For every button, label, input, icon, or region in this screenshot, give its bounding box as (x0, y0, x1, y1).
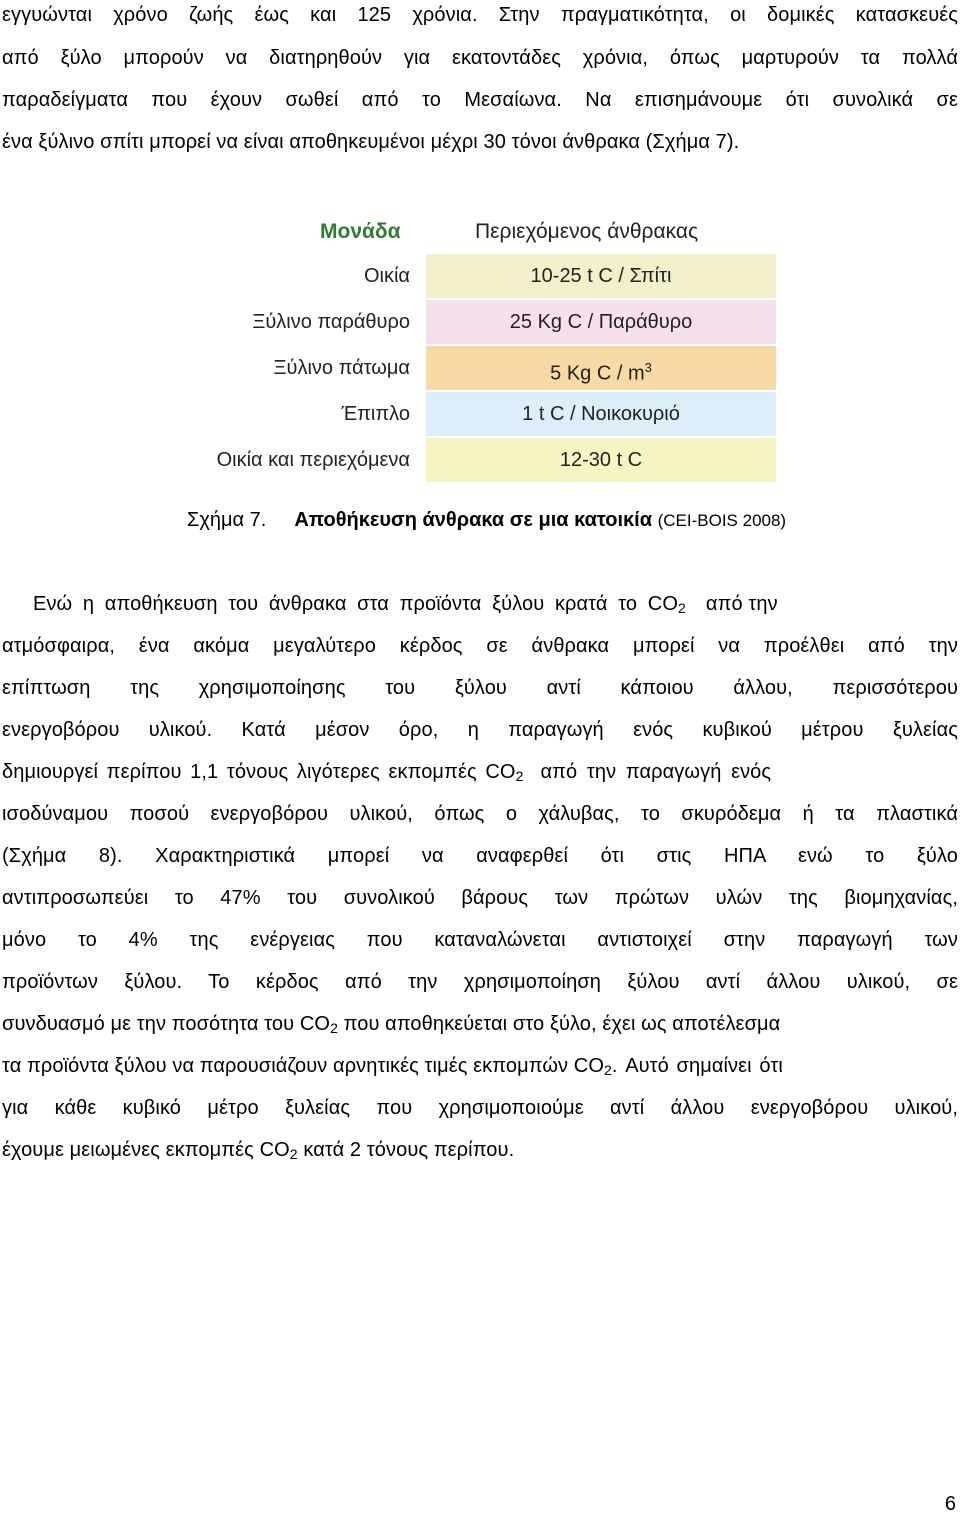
text-line: για κάθε κυβικό μέτρο ξυλείας που χρησιμοποιούμε αντί άλλου ενεργοβόρου υλικού, (2, 1097, 958, 1119)
caption-label: Σχήμα 7. (187, 509, 267, 531)
figure-bar-row: 25 Kg C / Παράθυρο (426, 300, 776, 344)
text-line: τα προϊόντα ξύλου να παρουσιάζουν αρνητικές τιμές εκπομπών $CO_2$. Αυτό σημαίνει ότι (2, 1055, 783, 1078)
figure-row-label: Οικία και περιεχόμενα (216, 449, 410, 471)
text-line: δημιουργεί περίπου 1,1 τόνους λιγότερες εκπομπές $CO_2$ από την παραγωγή ενός (2, 761, 772, 784)
text-line: Ενώ η αποθήκευση του άνθρακα στα προϊόντα ξύλου κρατά το $CO_2$ από την (33, 593, 778, 616)
text-line: ενεργοβόρου υλικού. Κατά μέσον όρο, η παραγωγή ενός κυβικού μέτρου ξυλείας (2, 719, 958, 741)
figure-bars (426, 252, 776, 487)
text-line: ατμόσφαιρα, ένα ακόμα μεγαλύτερο κέρδος σε άνθρακα μπορεί να προέλθει από την (2, 635, 958, 657)
text-line: επίπτωση της χρησιμοποίησης του ξύλου αντί κάποιου άλλου, περισσότερου (2, 677, 958, 699)
figure-bar-row: 12-30 t C (426, 438, 776, 482)
text-line: (Σχήμα 8). Χαρακτηριστικά μπορεί να αναφερθεί ότι στις ΗΠΑ ενώ το ξύλο (2, 845, 958, 867)
text-line: παραδείγματα που έχουν σωθεί από το Μεσαίωνα. Να επισημάνουμε ότι συνολικά σε (2, 89, 958, 111)
text-line: μόνο το 4% της ενέργειας που καταναλώνεται αντιστοιχεί στην παραγωγή των (2, 929, 958, 951)
text-line: εγγυώνται χρόνο ζωής έως και 125 χρόνια. Στην πραγματικότητα, οι δομικές κατασκευές (2, 4, 958, 26)
text-line: ισοδύναμου ποσού ενεργοβόρου υλικού, όπως ο χάλυβας, το σκυρόδεμα ή τα πλαστικά (2, 803, 958, 825)
figure-row-label: Οικία (363, 265, 410, 287)
caption-title: Αποθήκευση άνθρακα σε μια κατοικία (294, 509, 653, 531)
figure-row-label: Ξύλινο πάτωμα (273, 357, 410, 379)
figure-bar-row: 1 t C / Νοικοκυριό (426, 392, 776, 436)
text-line: από ξύλο μπορούν να διατηρηθούν για εκατοντάδες χρόνια, όπως μαρτυρούν τα πολλά (2, 47, 958, 69)
text-line: συνδυασμό με την ποσότητα του $CO_2$ που αποθηκεύεται στο ξύλο, έχει ως αποτέλεσμα (2, 1013, 781, 1036)
text-line: ένα ξύλινο σπίτι μπορεί να είναι αποθηκευμένοι μέχρι 30 τόνοι άνθρακα (Σχήμα 7). (2, 131, 740, 153)
page-number: 6 (944, 1493, 956, 1515)
caption-source: (CEI-BOIS 2008) (657, 511, 787, 530)
figure-bar-row: 5 Kg C / $m^3$ (426, 346, 776, 390)
text-line: προϊόντων ξύλου. Το κέρδος από την χρησιμοποίηση ξύλου αντί άλλου υλικού, σε (2, 971, 958, 993)
text-line: έχουμε μειωμένες εκπομπές $CO_2$ κατά 2 τόνους περίπου. (2, 1139, 515, 1162)
figure-row-label: Ξύλινο παράθυρο (252, 311, 410, 333)
figure-bar-row: 10-25 t C / Σπίτι (426, 254, 776, 298)
carbon-storage-figure (170, 205, 780, 490)
figure-col-header-unit: Μονάδα (320, 220, 401, 243)
figure-col-header-carbon: Περιεχόμενος άνθρακας (475, 220, 699, 243)
figure-row-label: Έπιπλο (341, 403, 410, 425)
text-line: αντιπροσωπεύει το 47% του συνολικού βάρους των πρώτων υλών της βιομηχανίας, (2, 887, 958, 909)
figure-caption (187, 507, 786, 534)
